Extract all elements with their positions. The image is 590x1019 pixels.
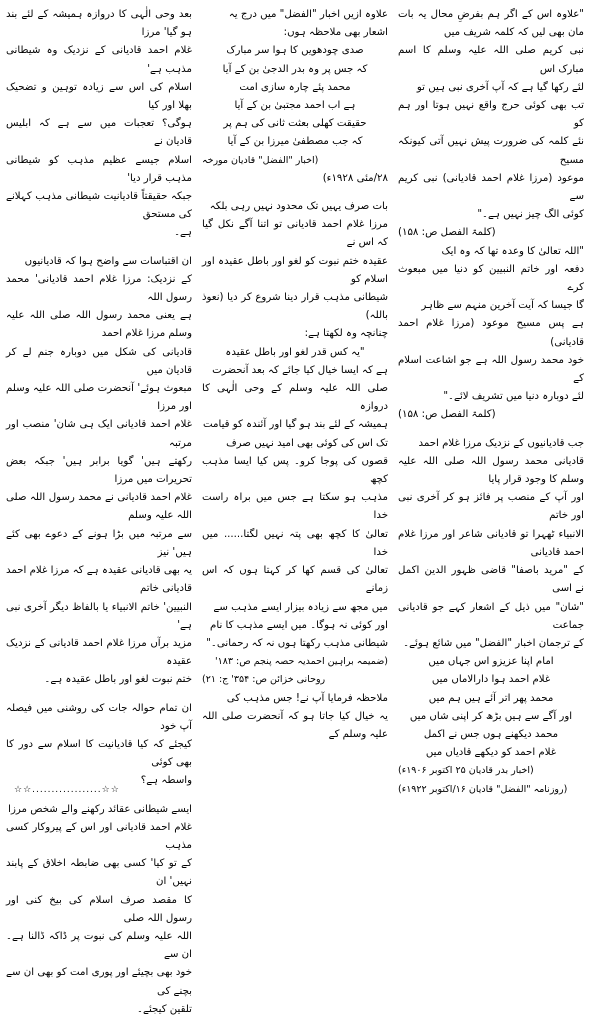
paragraph: نبی کریم صلی اللہ علیہ وسلم کا اسم مبارک اس — [398, 45, 584, 75]
verse-line: امام اپنا عزیزو اس جہاں میں — [428, 656, 554, 668]
paragraph: شیطانی مذہب رکھتا ہوں نہ کہ رحمانی۔" — [206, 637, 388, 649]
citation: (روزنامہ "الفضل" قادیان ۱۶/اکتوبر ۱۹۲۲ء) — [398, 783, 568, 795]
paragraph: دفعہ اور خاتم النبیین کو دنیا میں مبعوث کرے — [398, 263, 584, 294]
paragraph: رکھتے ہیں' گویا برابر ہیں' جبکہ بعض تحریرات میں مرزا — [6, 455, 192, 486]
column-right — [398, 6, 584, 795]
paragraph: "شان" میں ذیل کے اشعار کہے جو قادیانی جماعت — [398, 601, 584, 631]
paragraph: ان اقتباسات سے واضح ہوا کہ قادیانیوں — [24, 255, 192, 267]
verse-line: کہ جس پر وہ بدر الدجیٰ بن کے آیا — [222, 63, 368, 75]
citation: (اخبار بدر قادیان ۲۵ اکتوبر ۱۹۰۶ء) — [398, 765, 534, 777]
citation: ۲۸/مئی ۱۹۲۸ء) — [322, 172, 388, 184]
paragraph: کے ترجمان اخبار "الفضل" میں شائع ہوئے۔ — [403, 637, 584, 649]
paragraph: خود محمد رسول اللہ ہے جو اشاعت اسلام کے — [398, 354, 584, 385]
paragraph: اسلام کی اس سے زیادہ توہین و تضحیک بھلا اور کیا — [6, 81, 192, 112]
paragraph: کے تو کیا' کسی بھی ضابطہ اخلاق کے پابند نہیں' ان — [6, 858, 192, 888]
verse-line: ہے اب احمد مجتبیٰ بن کے آیا — [234, 100, 356, 112]
column-left — [6, 6, 192, 1015]
paragraph: واسطہ ہے؟ — [140, 775, 192, 787]
verse-line: محمد پھر اتر آئے ہیں ہم میں — [428, 692, 554, 704]
paragraph: اشعار بھی ملاحظہ ہوں: — [283, 27, 388, 39]
paragraph: یہ خیال کیا جاتا ہو کہ آنحضرت صلی اللہ علیہ وسلم کے — [202, 710, 388, 740]
paragraph: الانبیاء ٹھہرا تو قادیانی شاعر اور مرزا غلام احمد قادیانی — [398, 528, 584, 558]
paragraph: تعالیٰ کی قسم کھا کر کہتا ہوں کہ اس زمانے — [202, 565, 388, 595]
paragraph: میں مجھ سے زیادہ بیزار ایسے مذہب سے — [213, 601, 388, 613]
paragraph: جب قادیانیوں کے نزدیک مرزا غلام احمد — [418, 437, 584, 449]
verse-line: اور آگے سے ہیں بڑھ کر اپنی شاں میں — [409, 710, 573, 722]
verse-line: غلام احمد ہوا دارالاماں میں — [431, 674, 551, 686]
paragraph: مبعوث ہوئے' آنحضرت صلی اللہ علیہ وسلم اور مرزا — [6, 383, 192, 413]
paragraph: ان تمام حوالہ جات کی روشنی میں فیصلہ آپ خود — [6, 702, 192, 732]
paragraph: بات صرف یہیں تک محدود نہیں رہی بلکہ — [209, 201, 388, 213]
verse-line: کہ جب مصطفیٰ میرزا بن کے آیا — [227, 136, 363, 148]
paragraph: ہے۔ — [174, 227, 192, 239]
paragraph: صلی اللہ علیہ وسلم کے وحی الٰہی کا دروازہ — [202, 383, 388, 413]
paragraph: کوئی الگ چیز نہیں ہے۔" — [477, 209, 584, 221]
paragraph: اللہ علیہ وسلم کی نبوت پر ڈاکہ ڈالنا ہے۔ ان سے — [6, 930, 192, 961]
paragraph: عقیدہ ختم نبوت کو لغو اور باطل عقیدہ اور اسلام کو — [202, 255, 388, 285]
paragraph: ہمیشہ کے لئے بند ہو گیا اور آئندہ کو قیامت — [203, 419, 388, 431]
end-ornament: ☆☆..................☆☆ — [14, 785, 120, 795]
paragraph: لئے دوبارہ دنیا میں تشریف لائے۔" — [443, 391, 584, 403]
paragraph: یہ بھی قادیانی عقیدہ ہے کہ مرزا غلام احمد قادیانی خاتم — [6, 565, 192, 595]
paragraph: اور آپ کے منصب پر فائز ہو کر آخری نبی اور خاتم — [398, 492, 584, 522]
paragraph: ایسے شیطانی عقائد رکھنے والے شخص مرزا — [8, 803, 192, 815]
paragraph: غلام احمد قادیانی ایک ہی شان' منصب اور مرتبہ — [6, 419, 192, 449]
verse-line: محمد پئے چارہ سازی امت — [239, 81, 351, 93]
paragraph: شیطانی مذہب قرار دینا شروع کر دیا (نعوذ باللہ) — [202, 292, 388, 322]
paragraph: ختم نبوت لغو اور باطل عقیدہ ہے۔ — [44, 674, 192, 686]
citation: (اخبار "الفضل" قادیان مورخہ — [202, 154, 319, 166]
paragraph: ملاحظہ فرمایا آپ نے! جس مذہب کی — [226, 692, 388, 704]
paragraph: قصوں کی پوجا کرو۔ پس کیا ایسا مذہب کچھ — [202, 455, 388, 486]
paragraph: لئے رکھا گیا ہے کہ آپ آخری نبی ہیں تو — [416, 81, 584, 93]
verse-line: محمد دیکھنے ہوں جس نے اکمل — [423, 728, 559, 740]
paragraph: موعود (مرزا غلام احمد قادیانی) نبی کریم سے — [398, 172, 584, 203]
paragraph: "اللہ تعالیٰ کا وعدہ تھا کہ وہ ایک — [441, 245, 584, 257]
paragraph: خود بھی بچیئے اور پوری امت کو بھی ان سے بچنے کی — [6, 967, 192, 997]
paragraph: کے نزدیک: مرزا غلام احمد قادیانی' محمد رسول اللہ — [6, 273, 192, 304]
paragraph: چنانچہ وہ لکھتا ہے: — [304, 328, 388, 340]
paragraph: غلام احمد قادیانی نے محمد رسول اللہ صلی اللہ علیہ وسلم — [6, 492, 192, 522]
paragraph: مزید برآں مرزا غلام احمد قادیانی کے نزدیک عقیدہ — [6, 637, 192, 668]
citation: (کلمۃ الفصل ص: ۱۵۸) — [398, 227, 496, 239]
quote-line: "یہ کس قدر لغو اور باطل عقیدہ — [225, 346, 365, 358]
text-columns — [6, 6, 584, 1015]
paragraph: اسلام جیسے عظیم مذہب کو شیطانی مذہب قرار دیا' — [6, 154, 192, 184]
paragraph: ہے یعنی محمد رسول اللہ صلی اللہ علیہ وسلم مرزا غلام احمد — [6, 310, 192, 340]
paragraph: نئے کلمہ کی ضرورت پیش نہیں آتی کیونکہ مسیح — [398, 136, 584, 166]
paragraph: غلام احمد قادیانی اور اس کے پیروکار کسی مذہب — [6, 821, 192, 851]
paragraph: تلقین کیجئے۔ — [137, 1003, 192, 1015]
paragraph: گا جیسا کہ آیت آخرین منہم سے ظاہر — [421, 300, 584, 312]
verse-line: غلام احمد کو دیکھے قادیاں میں — [425, 747, 557, 759]
paragraph: کیجئے کہ کیا قادیانیت کا اسلام سے دور کا بھی کوئی — [6, 738, 192, 769]
paragraph: مذہب ہو سکتا ہے جس میں براہ راست خدا — [202, 492, 388, 522]
paragraph: کے "مرید باصفا" قاضی ظہور الدین اکمل نے اسی — [398, 565, 584, 595]
paragraph: اور کوئی نہ ہوگا۔ میں ایسے مذہب کا نام — [210, 619, 388, 631]
paragraph: مرزا غلام احمد قادیانی تو اتنا آگے نکل گیا کہ اس نے — [202, 219, 388, 249]
paragraph: تعالیٰ کا کچھ بھی پتہ نہیں لگتا...... میں خدا — [202, 528, 388, 558]
paragraph: علاوہ ازیں اخبار "الفضل" میں درج یہ — [228, 9, 388, 20]
paragraph: بعد وحی الٰہی کا دروازہ ہمیشہ کے لئے بند ہو گیا' مرزا — [6, 9, 192, 39]
citation: (ضمیمہ براہین احمدیہ حصہ پنجم ص: ۱۸۳' — [215, 656, 388, 668]
paragraph: ہے پس مسیح موعود (مرزا غلام احمد قادیانی) — [398, 318, 584, 348]
paragraph: قادیانی محمد رسول اللہ صلی اللہ علیہ وسلم کا وجود قرار پایا — [398, 455, 584, 486]
paragraph: سے مرتبہ میں بڑا ہونے کے دعوے بھی کئے ہیں' نیز — [6, 528, 192, 558]
paragraph: "علاوہ اس کے اگر ہم بفرضِ محال یہ بات مان بھی لیں کہ کلمہ شریف میں — [398, 9, 584, 39]
paragraph: قادیانی کی شکل میں دوبارہ جنم لے کر قادیان میں — [6, 346, 192, 376]
paragraph: النبیین' خاتم الانبیاء یا بالفاظ دیگر آخری نبی ہے' — [6, 601, 192, 631]
paragraph: کا مقصد صرف اسلام کی بیخ کنی اور رسول اللہ صلی — [6, 894, 192, 924]
paragraph: غلام احمد قادیانی کے نزدیک وہ شیطانی مذہب ہے' — [6, 45, 192, 75]
verse-line: حقیقت کھلی بعثت ثانی کی ہم پر — [223, 118, 367, 130]
citation: (کلمۃ الفصل ص: ۱۵۸) — [398, 409, 496, 421]
paragraph: ہے کہ ایسا خیال کیا جائے کہ بعد آنحضرت — [212, 364, 388, 376]
verse-line: صدی چودھویں کا ہوا سر مبارک — [226, 45, 364, 57]
paragraph: تب بھی کوئی حرج واقع نہیں ہوتا اور ہم کو — [398, 100, 584, 130]
citation: روحانی خزائن ص: ۳۵۴' ج: ۲۱) — [202, 674, 326, 686]
column-middle — [202, 6, 388, 786]
paragraph: جبکہ حقیقتاً قادیانیت شیطانی مذہب کہلانے کی مستحق — [6, 191, 192, 221]
paragraph: ہوگی؟ تعجبات میں سے ہے کہ ابلیس قادیان نے — [6, 118, 192, 148]
paragraph: تک اس کی کوئی بھی امید نہیں صرف — [226, 437, 388, 449]
